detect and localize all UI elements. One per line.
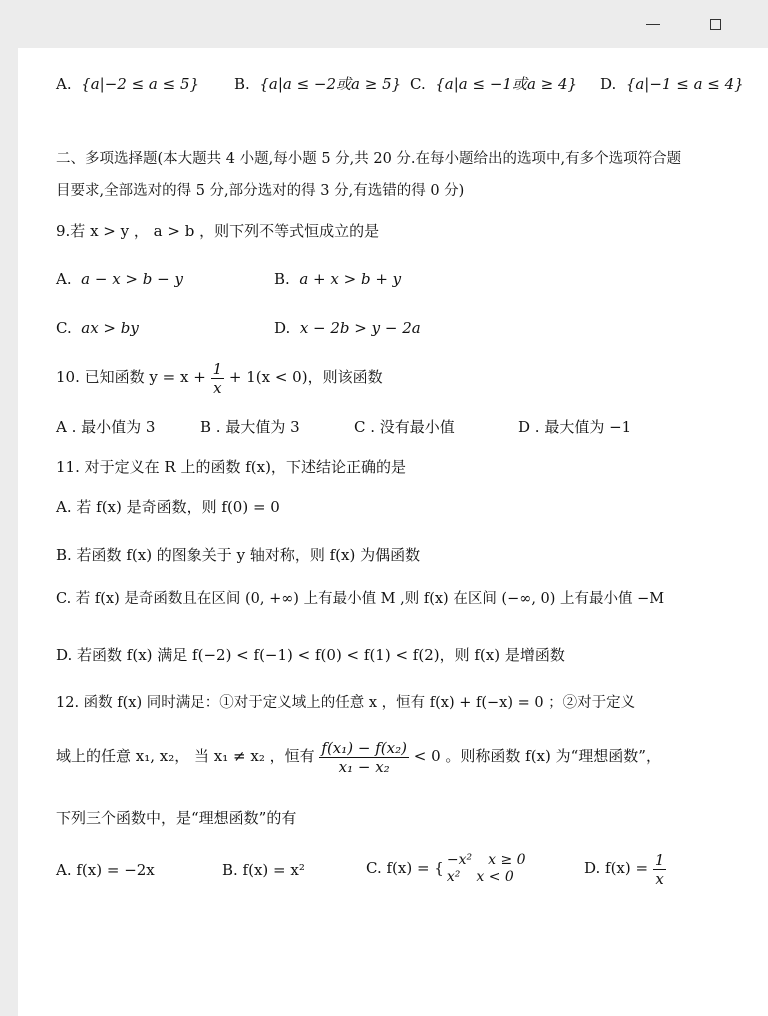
q8-option-a: A. {a|−2 ≤ a ≤ 5} bbox=[56, 75, 200, 93]
q11-option-d: D. 若函数 f(x) 满足 f(−2) < f(−1) < f(0) < f(1) < f(2)，则 f(x) 是增函数 bbox=[56, 646, 565, 664]
q10-option-a: A . 最小值为 3 bbox=[56, 418, 156, 436]
document-page bbox=[18, 48, 768, 1016]
q12-line2: 域上的任意 x₁, x₂， 当 x₁ ≠ x₂ ，恒有 $\frac{\text{f(x₁) − f(x₂)}}{\text{x₁ − x₂}}$ < 0 。则称函数 f(x) 为“理想函数”， bbox=[56, 738, 661, 776]
maximize-button[interactable] bbox=[698, 8, 732, 40]
q12-option-d-fraction: $\frac{1}{x}$ bbox=[654, 850, 665, 888]
q12-fraction: $\frac{\text{f(x₁) − f(x₂)}}{\text{x₁ − x₂}}$ bbox=[321, 738, 407, 776]
q12-option-a: A. f(x) = −2x bbox=[56, 861, 155, 879]
q11-option-c: C. 若 f(x) 是奇函数且在区间 (0, +∞) 上有最小值 M ,则 f(x) 在区间 (−∞, 0) 上有最小值 −M bbox=[56, 591, 665, 607]
q12-line3: 下列三个函数中，是“理想函数”的有 bbox=[56, 809, 297, 827]
section2-header-line1: 二、多项选择题(本大题共 4 小题,每小题 5 分,共 20 分.在每小题给出的选项中,有多个选项符合题 bbox=[56, 151, 682, 167]
minimize-button[interactable] bbox=[636, 8, 670, 40]
q12-piecewise: −x² x ≥ 0 x² x < 0 bbox=[446, 852, 526, 885]
q12-option-c: C. f(x) = { −x² x ≥ 0 x² x < 0 bbox=[366, 852, 526, 885]
q10-option-c: C . 没有最小值 bbox=[354, 418, 455, 436]
maximize-icon bbox=[710, 19, 721, 30]
q12-option-b: B. f(x) = x² bbox=[222, 861, 305, 879]
q10-option-d: D . 最大值为 −1 bbox=[518, 418, 632, 436]
q9-option-d: D. x − 2b > y − 2a bbox=[274, 319, 421, 337]
q11-stem: 11. 对于定义在 R 上的函数 f(x)，下述结论正确的是 bbox=[56, 458, 406, 476]
q11-option-b: B. 若函数 f(x) 的图象关于 y 轴对称，则 f(x) 为偶函数 bbox=[56, 546, 421, 564]
q9-option-a: A. a − x > b − y bbox=[56, 270, 183, 288]
q12-option-d: D. f(x) = $\frac{1}{x}$ bbox=[584, 850, 665, 888]
q8-option-b: B. {a|a ≤ −2或a ≥ 5} bbox=[234, 75, 402, 93]
minimize-icon bbox=[646, 24, 660, 25]
q9-option-c: C. ax > by bbox=[56, 319, 139, 337]
q8-option-c: C. {a|a ≤ −1或a ≥ 4} bbox=[410, 75, 578, 93]
q10-fraction: $\frac{1}{x}$ bbox=[212, 359, 223, 397]
q10-option-b: B . 最大值为 3 bbox=[200, 418, 300, 436]
section2-header-line2: 目要求,全部选对的得 5 分,部分选对的得 3 分,有选错的得 0 分) bbox=[56, 183, 465, 199]
q12-line1: 12. 函数 f(x) 同时满足：①对于定义域上的任意 x ，恒有 f(x) + f(−x) = 0 ；②对于定义 bbox=[56, 695, 636, 711]
q8-option-d: D. {a|−1 ≤ a ≤ 4} bbox=[600, 75, 744, 93]
window-titlebar bbox=[0, 0, 768, 48]
q9-stem: 9.若 x > y ， a > b ，则下列不等式恒成立的是 bbox=[56, 222, 380, 240]
q9-option-b: B. a + x > b + y bbox=[274, 270, 402, 288]
q10-stem: 10. 已知函数 y = x + $\frac{1}{x}$ + 1(x < 0)，则该函数 bbox=[56, 359, 383, 397]
q11-option-a: A. 若 f(x) 是奇函数，则 f(0) = 0 bbox=[56, 498, 280, 516]
